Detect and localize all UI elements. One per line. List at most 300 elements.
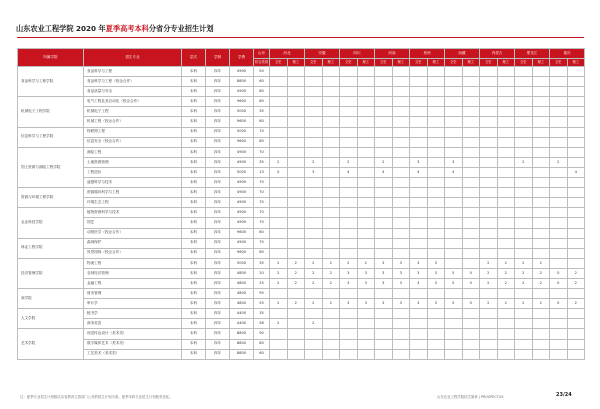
province-quota-cell — [532, 147, 550, 157]
province-quota-cell — [270, 309, 288, 319]
province-quota-cell — [375, 147, 393, 157]
province-quota-cell — [357, 238, 375, 248]
table-row — [18, 228, 585, 238]
province-quota-cell — [340, 77, 358, 87]
title-highlight: 夏季高考本科 — [105, 24, 149, 33]
province-quota-cell: 4 — [375, 167, 393, 177]
header-wenshi: 文史 — [550, 59, 568, 67]
header-wenshi: 文史 — [305, 59, 323, 67]
province-quota-cell — [322, 157, 340, 167]
province-quota-cell — [410, 349, 428, 359]
province-quota-cell — [270, 97, 288, 107]
duration-cell: 四年 — [206, 157, 230, 167]
level-cell: 本科 — [182, 349, 206, 359]
province-quota-cell — [322, 178, 340, 188]
province-quota-cell: 2 — [532, 268, 550, 278]
province-quota-cell — [340, 97, 358, 107]
level-cell: 本科 — [182, 147, 206, 157]
header-province: 四川 — [340, 49, 375, 59]
tuition-cell: 4900 — [230, 157, 254, 167]
province-quota-cell: 2 — [270, 278, 288, 288]
province-quota-cell — [287, 117, 305, 127]
province-quota-cell — [305, 309, 323, 319]
header-level: 层次 — [182, 49, 206, 67]
province-quota-cell — [532, 97, 550, 107]
province-quota-cell — [550, 208, 568, 218]
level-cell: 本科 — [182, 238, 206, 248]
province-quota-cell — [462, 238, 480, 248]
table-row — [18, 349, 585, 359]
province-quota-cell — [480, 349, 498, 359]
province-quota-cell — [410, 198, 428, 208]
province-quota-cell: 3 — [427, 258, 445, 268]
province-quota-cell — [375, 319, 393, 329]
province-quota-cell — [515, 329, 533, 339]
province-quota-cell — [287, 218, 305, 228]
province-quota-cell — [305, 248, 323, 258]
table-row — [18, 198, 585, 208]
province-quota-cell — [567, 309, 585, 319]
shandong-quota-cell: 80 — [254, 117, 270, 127]
province-quota-cell: 3 — [392, 299, 410, 309]
province-quota-cell — [340, 147, 358, 157]
province-quota-cell: 2 — [515, 278, 533, 288]
province-quota-cell: 2 — [322, 258, 340, 268]
province-quota-cell — [357, 87, 375, 97]
table-row — [18, 147, 585, 157]
duration-cell: 四年 — [206, 268, 230, 278]
province-quota-cell — [305, 147, 323, 157]
province-quota-cell — [322, 289, 340, 299]
province-quota-cell — [427, 87, 445, 97]
province-quota-cell — [270, 117, 288, 127]
province-quota-cell — [480, 167, 498, 177]
province-quota-cell — [322, 208, 340, 218]
province-quota-cell — [550, 198, 568, 208]
province-quota-cell — [532, 178, 550, 188]
province-quota-cell — [567, 147, 585, 157]
province-quota-cell — [270, 198, 288, 208]
header-wenshi: 文史 — [480, 59, 498, 67]
shandong-quota-cell: 13 — [254, 167, 270, 177]
province-quota-cell: 2 — [305, 319, 323, 329]
province-quota-cell — [322, 188, 340, 198]
shandong-quota-cell: 80 — [254, 339, 270, 349]
level-cell: 本科 — [182, 228, 206, 238]
province-quota-cell — [445, 87, 463, 97]
province-quota-cell — [340, 228, 358, 238]
province-quota-cell: 2 — [340, 157, 358, 167]
province-quota-cell — [270, 329, 288, 339]
duration-cell: 四年 — [206, 127, 230, 137]
province-quota-cell — [357, 117, 375, 127]
province-quota-cell: 3 — [410, 299, 428, 309]
level-cell: 本科 — [182, 248, 206, 258]
province-quota-cell — [497, 248, 515, 258]
duration-cell: 四年 — [206, 278, 230, 288]
province-quota-cell — [287, 198, 305, 208]
province-quota-cell — [322, 238, 340, 248]
table-row — [18, 339, 585, 349]
province-quota-cell — [427, 188, 445, 198]
major-cell: 工艺美术（美术类） — [84, 349, 182, 359]
major-cell: 园艺 — [84, 218, 182, 228]
province-quota-cell — [497, 107, 515, 117]
province-quota-cell — [427, 218, 445, 228]
province-quota-cell — [445, 339, 463, 349]
province-quota-cell — [515, 349, 533, 359]
province-quota-cell — [375, 178, 393, 188]
province-quota-cell — [550, 117, 568, 127]
shandong-quota-cell: 95 — [254, 289, 270, 299]
header-province: 内蒙古 — [480, 49, 515, 59]
header-ligong: 理工 — [322, 59, 340, 67]
province-quota-cell — [550, 339, 568, 349]
province-quota-cell — [567, 107, 585, 117]
province-quota-cell — [287, 228, 305, 238]
header-province: 黑龙江 — [515, 49, 550, 59]
province-quota-cell — [427, 289, 445, 299]
shandong-quota-cell: 90 — [254, 329, 270, 339]
level-cell: 本科 — [182, 77, 206, 87]
major-cell: 植物资源科学与技术 — [84, 208, 182, 218]
level-cell: 本科 — [182, 97, 206, 107]
province-quota-cell — [462, 127, 480, 137]
province-quota-cell — [532, 289, 550, 299]
province-quota-cell — [375, 309, 393, 319]
college-cell: 林业工程学院 — [18, 238, 84, 258]
province-quota-cell — [375, 329, 393, 339]
province-quota-cell — [480, 198, 498, 208]
province-quota-cell — [410, 188, 428, 198]
tuition-cell: 8800 — [230, 329, 254, 339]
header-ligong: 理工 — [427, 59, 445, 67]
province-quota-cell — [287, 67, 305, 77]
province-quota-cell — [497, 238, 515, 248]
shandong-quota-cell: 55 — [254, 299, 270, 309]
province-quota-cell — [462, 147, 480, 157]
province-quota-cell — [305, 329, 323, 339]
header-duration: 学制 — [206, 49, 230, 67]
province-quota-cell — [480, 248, 498, 258]
table-row — [18, 127, 585, 137]
province-quota-cell — [480, 107, 498, 117]
province-quota-cell — [445, 349, 463, 359]
province-quota-cell — [550, 309, 568, 319]
province-quota-cell — [427, 77, 445, 87]
title-prefix: 山东农业工程学院 2020 年 — [16, 24, 106, 33]
province-quota-cell — [427, 137, 445, 147]
province-quota-cell — [392, 228, 410, 238]
province-quota-cell — [515, 167, 533, 177]
province-quota-cell — [340, 107, 358, 117]
province-quota-cell — [445, 218, 463, 228]
province-quota-cell — [445, 238, 463, 248]
header-province: 安徽 — [305, 49, 340, 59]
major-cell: 视觉传达设计（美术类） — [84, 329, 182, 339]
header-college: 所属学院 — [18, 49, 84, 67]
header-province: 河南 — [375, 49, 410, 59]
province-quota-cell — [445, 107, 463, 117]
province-quota-cell — [445, 198, 463, 208]
tuition-cell: 4800 — [230, 278, 254, 288]
province-quota-cell — [532, 137, 550, 147]
province-quota-cell — [392, 107, 410, 117]
province-quota-cell — [375, 238, 393, 248]
province-quota-cell — [340, 188, 358, 198]
province-quota-cell — [375, 188, 393, 198]
province-quota-cell — [532, 218, 550, 228]
province-quota-cell — [305, 339, 323, 349]
table-row — [18, 167, 585, 177]
major-cell: 环境生态工程 — [84, 198, 182, 208]
province-quota-cell — [357, 127, 375, 137]
province-quota-cell — [515, 178, 533, 188]
province-quota-cell — [550, 349, 568, 359]
province-quota-cell: 2 — [567, 268, 585, 278]
tuition-cell: 9600 — [230, 248, 254, 258]
province-quota-cell — [322, 87, 340, 97]
province-quota-cell — [357, 188, 375, 198]
province-quota-cell — [322, 248, 340, 258]
province-quota-cell: 2 — [287, 258, 305, 268]
major-cell: 财务管理 — [84, 289, 182, 299]
province-quota-cell — [497, 198, 515, 208]
province-quota-cell — [322, 127, 340, 137]
province-quota-cell — [340, 198, 358, 208]
province-quota-cell — [427, 319, 445, 329]
province-quota-cell — [392, 319, 410, 329]
province-quota-cell — [287, 289, 305, 299]
province-quota-cell — [392, 117, 410, 127]
duration-cell: 四年 — [206, 97, 230, 107]
shandong-quota-cell: 60 — [254, 349, 270, 359]
province-quota-cell — [480, 208, 498, 218]
level-cell: 本科 — [182, 127, 206, 137]
tuition-cell: 8800 — [230, 349, 254, 359]
province-quota-cell — [462, 248, 480, 258]
province-quota-cell: 0 — [550, 278, 568, 288]
province-quota-cell — [287, 238, 305, 248]
table-row — [18, 258, 585, 268]
province-quota-cell: 2 — [567, 278, 585, 288]
province-quota-cell — [497, 67, 515, 77]
province-quota-cell — [357, 349, 375, 359]
province-quota-cell — [270, 87, 288, 97]
province-quota-cell — [532, 188, 550, 198]
province-quota-cell — [497, 188, 515, 198]
province-quota-cell: 2 — [322, 299, 340, 309]
level-cell: 本科 — [182, 117, 206, 127]
duration-cell: 四年 — [206, 248, 230, 258]
province-quota-cell — [532, 127, 550, 137]
province-quota-cell: 0 — [270, 167, 288, 177]
table-row — [18, 97, 585, 107]
province-quota-cell — [340, 87, 358, 97]
province-quota-cell — [270, 228, 288, 238]
shandong-quota-cell: 80 — [254, 228, 270, 238]
province-quota-cell: 3 — [427, 268, 445, 278]
province-quota-cell — [340, 309, 358, 319]
province-quota-cell — [567, 329, 585, 339]
province-quota-cell — [497, 157, 515, 167]
province-quota-cell — [357, 329, 375, 339]
province-quota-cell — [305, 97, 323, 107]
major-cell: 机械工程（校企合作） — [84, 117, 182, 127]
province-quota-cell: 3 — [375, 299, 393, 309]
province-quota-cell — [322, 218, 340, 228]
province-quota-cell — [287, 208, 305, 218]
province-quota-cell — [322, 137, 340, 147]
tuition-cell: 4400 — [230, 319, 254, 329]
province-quota-cell — [340, 67, 358, 77]
province-quota-cell — [270, 248, 288, 258]
province-quota-cell — [410, 137, 428, 147]
province-quota-cell — [550, 77, 568, 87]
province-quota-cell — [445, 77, 463, 87]
province-quota-cell — [270, 77, 288, 87]
province-quota-cell — [357, 289, 375, 299]
province-quota-cell — [340, 208, 358, 218]
province-quota-cell — [392, 329, 410, 339]
province-quota-cell — [532, 157, 550, 167]
province-quota-cell — [550, 178, 568, 188]
province-quota-cell — [375, 208, 393, 218]
header-wenshi: 文史 — [270, 59, 288, 67]
province-quota-cell — [410, 97, 428, 107]
province-quota-cell — [340, 319, 358, 329]
province-quota-cell: 3 — [357, 299, 375, 309]
province-quota-cell — [532, 329, 550, 339]
table-row — [18, 299, 585, 309]
table-row — [18, 117, 585, 127]
footnote: 注：夏季专业招生计划数以各省教育主管部门公布的招生计划为准。夏季本科专业招生计划数有变化。 — [20, 395, 173, 399]
province-quota-cell — [392, 127, 410, 137]
province-quota-cell — [567, 258, 585, 268]
province-quota-cell — [357, 218, 375, 228]
province-quota-cell — [305, 238, 323, 248]
province-quota-cell — [567, 157, 585, 167]
province-quota-cell — [322, 329, 340, 339]
province-quota-cell — [357, 339, 375, 349]
province-quota-cell — [532, 248, 550, 258]
province-quota-cell — [480, 339, 498, 349]
header-province: 河北 — [270, 49, 305, 59]
province-quota-cell — [567, 198, 585, 208]
province-quota-cell — [322, 97, 340, 107]
shandong-quota-cell: 70 — [254, 188, 270, 198]
shandong-quota-cell: 70 — [254, 238, 270, 248]
province-quota-cell — [340, 289, 358, 299]
shandong-quota-cell: 35 — [254, 258, 270, 268]
province-quota-cell: 2 — [305, 268, 323, 278]
province-quota-cell — [445, 319, 463, 329]
province-quota-cell — [410, 218, 428, 228]
province-quota-cell — [287, 167, 305, 177]
province-quota-cell — [392, 147, 410, 157]
province-quota-cell: 2 — [287, 278, 305, 288]
college-cell: 经济管理学院 — [18, 258, 84, 288]
province-quota-cell — [480, 157, 498, 167]
header-shandong: 山东 — [254, 49, 270, 59]
province-quota-cell — [287, 309, 305, 319]
province-quota-cell: 4 — [567, 167, 585, 177]
province-quota-cell: 0 — [550, 299, 568, 309]
major-cell: 秘书学 — [84, 309, 182, 319]
province-quota-cell — [410, 248, 428, 258]
duration-cell: 四年 — [206, 349, 230, 359]
province-quota-cell — [497, 87, 515, 97]
province-quota-cell — [270, 67, 288, 77]
province-quota-cell — [532, 198, 550, 208]
header-ligong: 理工 — [287, 59, 305, 67]
province-quota-cell — [497, 208, 515, 218]
province-quota-cell: 2 — [497, 268, 515, 278]
province-quota-cell: 2 — [515, 299, 533, 309]
province-quota-cell — [480, 147, 498, 157]
province-quota-cell — [532, 167, 550, 177]
province-quota-cell — [410, 228, 428, 238]
province-quota-cell: 2 — [567, 299, 585, 309]
province-quota-cell — [515, 127, 533, 137]
province-quota-cell — [270, 178, 288, 188]
province-quota-cell — [480, 178, 498, 188]
province-quota-cell — [567, 339, 585, 349]
major-cell: 测绘工程 — [84, 147, 182, 157]
province-quota-cell: 3 — [445, 157, 463, 167]
province-quota-cell — [567, 188, 585, 198]
level-cell: 本科 — [182, 309, 206, 319]
province-quota-cell — [462, 208, 480, 218]
province-quota-cell — [515, 67, 533, 77]
province-quota-cell — [480, 319, 498, 329]
province-quota-cell — [375, 97, 393, 107]
province-quota-cell — [305, 117, 323, 127]
province-quota-cell — [357, 309, 375, 319]
province-quota-cell — [567, 238, 585, 248]
province-quota-cell — [550, 228, 568, 238]
province-quota-cell — [515, 289, 533, 299]
province-quota-cell — [497, 349, 515, 359]
province-quota-cell — [375, 349, 393, 359]
province-quota-cell — [392, 87, 410, 97]
duration-cell: 四年 — [206, 137, 230, 147]
header-province: 重庆 — [550, 49, 585, 59]
province-quota-cell — [322, 309, 340, 319]
tuition-cell: 4900 — [230, 188, 254, 198]
province-quota-cell — [480, 77, 498, 87]
tuition-cell: 4800 — [230, 289, 254, 299]
province-quota-cell: 3 — [340, 278, 358, 288]
duration-cell: 四年 — [206, 339, 230, 349]
province-quota-cell — [567, 178, 585, 188]
province-quota-cell — [532, 339, 550, 349]
province-quota-cell: 3 — [427, 278, 445, 288]
province-quota-cell — [515, 137, 533, 147]
province-quota-cell — [462, 117, 480, 127]
province-quota-cell — [410, 289, 428, 299]
province-quota-cell — [515, 188, 533, 198]
province-quota-cell — [340, 218, 358, 228]
province-quota-cell: 2 — [532, 258, 550, 268]
province-quota-cell — [392, 289, 410, 299]
duration-cell: 四年 — [206, 67, 230, 77]
province-quota-cell — [427, 248, 445, 258]
province-quota-cell — [305, 127, 323, 137]
duration-cell: 四年 — [206, 309, 230, 319]
shandong-quota-cell: 70 — [254, 127, 270, 137]
province-quota-cell — [392, 188, 410, 198]
